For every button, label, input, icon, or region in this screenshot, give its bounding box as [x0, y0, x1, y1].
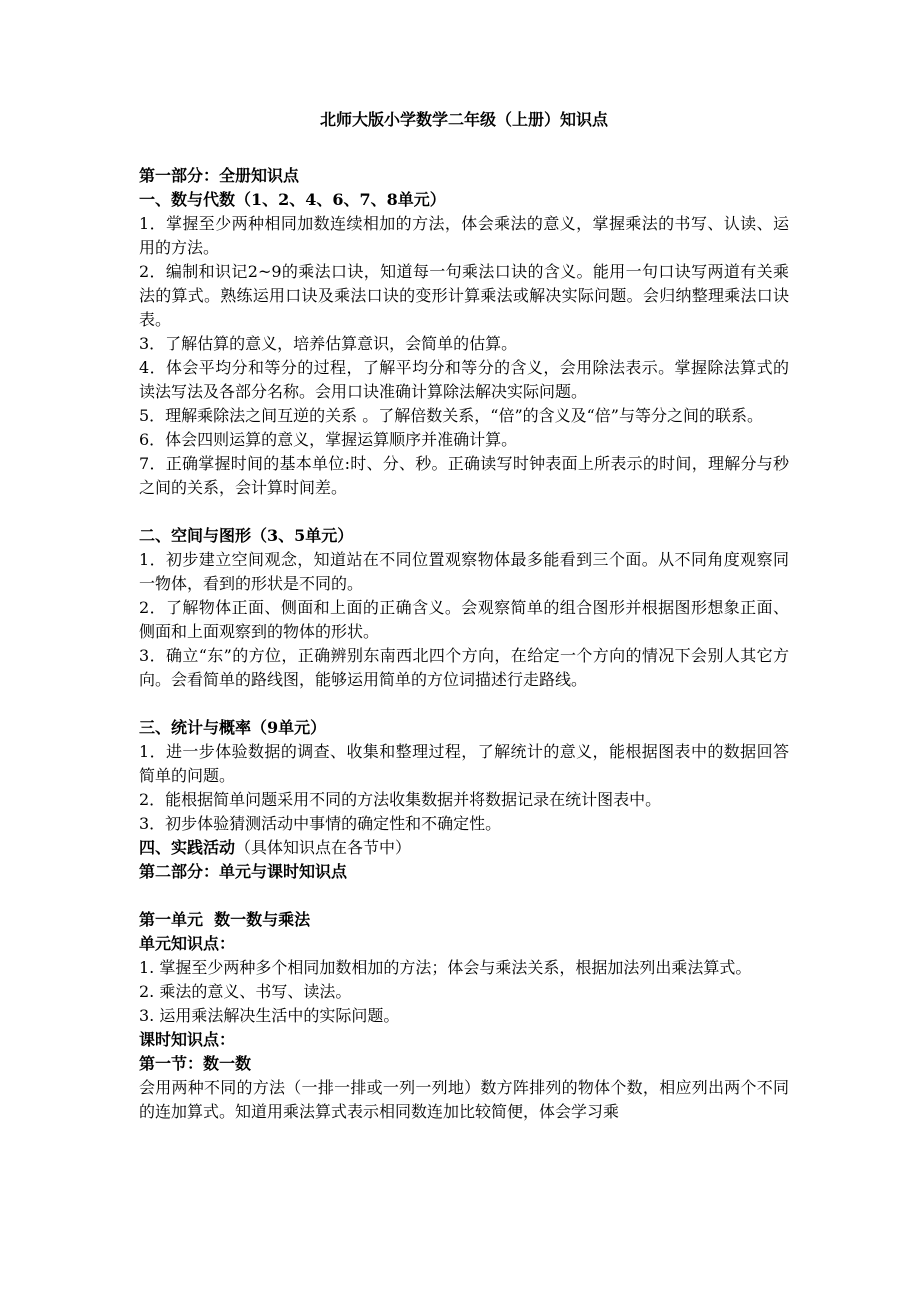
- list-item: 2. 乘法的意义、书写、读法。: [139, 982, 352, 1001]
- list-item: 2．了解物体正面、侧面和上面的正确含义。会观察简单的组合图形并根据图形想象正面、侧面和上面观察到的物体的形状。: [139, 598, 789, 641]
- part2-heading: 第二部分：单元与课时知识点: [139, 862, 348, 881]
- unit1-heading: 第一单元 数一数与乘法: [139, 910, 311, 929]
- list-item: 3．初步体验猜测活动中事情的确定性和不确定性。: [139, 814, 502, 833]
- section-practice-line: [139, 836, 789, 860]
- lesson1-text: 会用两种不同的方法（一排一排或一列一列地）数方阵排列的物体个数，相应列出两个不同的连加算式。知道用乘法算式表示相同数连加比较简便，体会学习乘: [139, 1078, 789, 1121]
- list-item: 1. 掌握至少两种多个相同加数相加的方法；体会与乘法关系，根据加法列出乘法算式。: [139, 958, 752, 977]
- lesson1-heading: 第一节：数一数: [139, 1054, 252, 1073]
- list-item: 6．体会四则运算的意义，掌握运算顺序并准确计算。: [139, 430, 518, 449]
- lesson-points-heading: 课时知识点：: [139, 1030, 236, 1049]
- list-item: 3．确立“东”的方位，正确辨别东南西北四个方向，在给定一个方向的情况下会别人其它方向。会看简单的路线图，能够运用简单的方位词描述行走路线。: [139, 646, 789, 689]
- document-body: [139, 108, 789, 1124]
- list-item: 7．正确掌握时间的基本单位:时、分、秒。正确读写时钟表面上所表示的时间，理解分与秒之间的关系，会计算时间差。: [139, 454, 789, 497]
- section-practice-heading: 四、实践活动: [139, 838, 236, 857]
- list-item: 5．理解乘除法之间互逆的关系 。了解倍数关系，“倍”的含义及“倍”与等分之间的联系。: [139, 406, 763, 425]
- list-item: 3．了解估算的意义，培养估算意识，会简单的估算。: [139, 334, 518, 353]
- section-number-algebra-heading: 一、数与代数（1、2、4、6、7、8单元）: [139, 190, 446, 209]
- list-item: 1．初步建立空间观念，知道站在不同位置观察物体最多能看到三个面。从不同角度观察同一物体，看到的形状是不同的。: [139, 550, 789, 593]
- spacer: [139, 500, 789, 524]
- section-statistics-heading: 三、统计与概率（9单元）: [139, 718, 327, 737]
- document-title: 北师大版小学数学二年级（上册）知识点: [319, 110, 608, 129]
- list-item: 2．能根据简单问题采用不同的方法收集数据并将数据记录在统计图表中。: [139, 790, 662, 809]
- spacer: [139, 884, 789, 908]
- list-item: 1．掌握至少两种相同加数连续相加的方法，体会乘法的意义，掌握乘法的书写、认读、运用的方法。: [139, 214, 789, 257]
- section-practice-note: （具体知识点在各节中）: [235, 838, 412, 857]
- unit-points-heading: 单元知识点：: [139, 934, 236, 953]
- spacer: [139, 692, 789, 716]
- section-space-shape-heading: 二、空间与图形（3、5单元）: [139, 526, 354, 545]
- list-item: 4．体会平均分和等分的过程，了解平均分和等分的含义，会用除法表示。掌握除法算式的读法写法及各部分名称。会用口诀准确计算除法解决实际问题。: [139, 358, 789, 401]
- part1-heading: 第一部分：全册知识点: [139, 166, 300, 185]
- list-item: 3. 运用乘法解决生活中的实际问题。: [139, 1006, 400, 1025]
- list-item: 1．进一步体验数据的调查、收集和整理过程，了解统计的意义，能根据图表中的数据回答简单的问题。: [139, 742, 789, 785]
- list-item: 2．编制和识记2~9的乘法口诀，知道每一句乘法口诀的含义。能用一句口诀写两道有关乘法的算式。熟练运用口诀及乘法口诀的变形计算乘法或解决实际问题。会归纳整理乘法口诀表。: [139, 262, 789, 329]
